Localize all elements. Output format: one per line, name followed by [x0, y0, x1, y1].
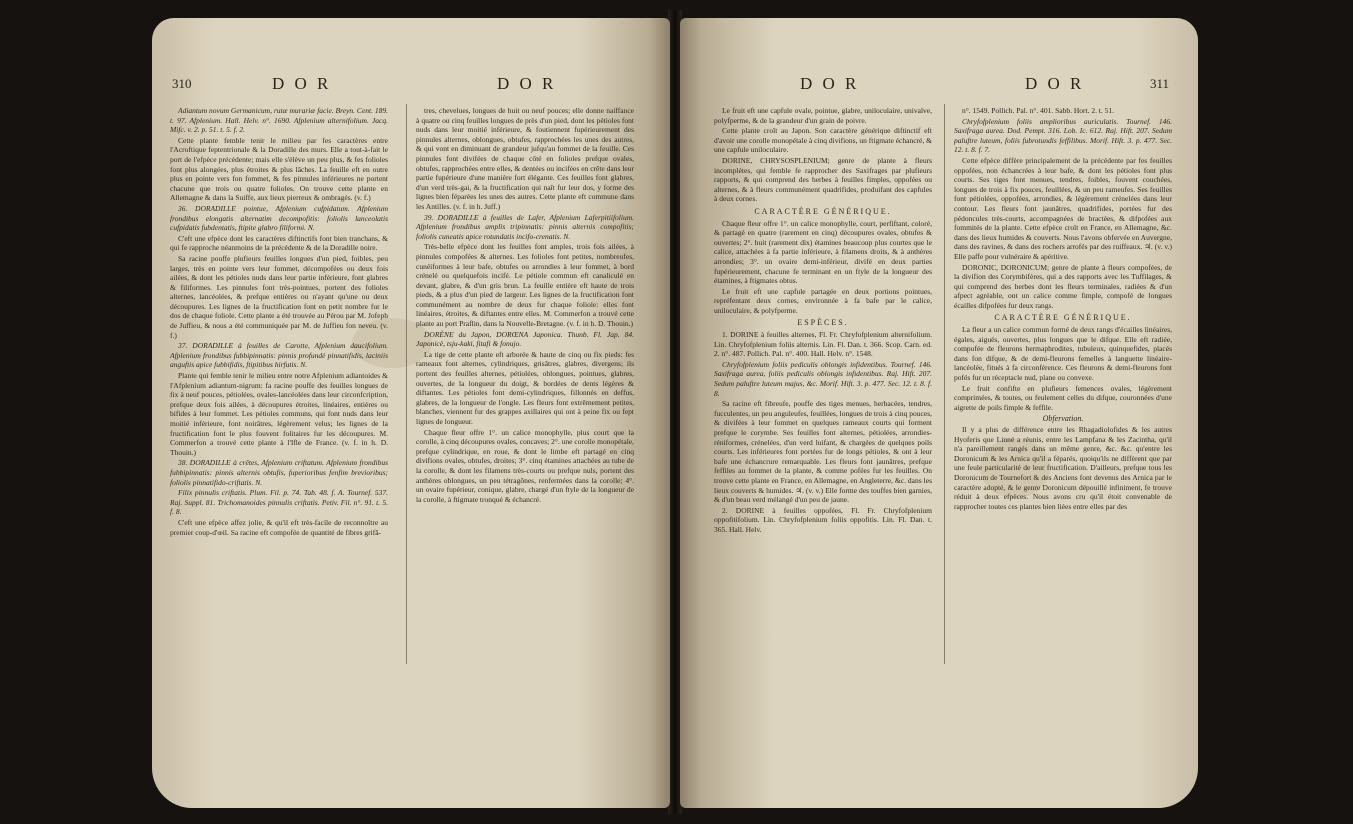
paragraph: Très-belle efpèce dont les feuilles font amples, trois fois ailées, à pinnules compofées & alternes. Les folioles font petites, nombreufes, cunéiformes à leur bafe, obtufes ou arrondies à leur fommet, à bord crénelé ou quelquefois incifé. Le pétiole commun eft canaliculé en devant, glabre, & d'un gris brun. La feuille entière eft haute de trois pieds, & a plus d'un pied de largeur. Les lignes de la fructification font communément au nombre de deux fur chaque foliole: elles font linéaires, étroites, & diftantes entre elles. M. Commerfon a trouvé cette plante au port Praflin, dans la Nouvelle-Bretagne. (v. f. in h. D. Thouin.)	[416, 242, 634, 329]
paragraph: DORONIC, DORONICUM; genre de plante à fleurs compofées, de la divifion des Corymbifères, qui a des rapports avec les Tuffilages, & qui comprend des herbes dont les fleurs terminales, radiées & d'un afpect agréable, ont un calice comme fimple, compofé de longues écailles difpofées fur deux rangs.	[954, 262, 1172, 310]
paragraph: tres, chevelues, longues de huit ou neuf pouces; elle donne naiffance à quatre ou cinq feuilles longues de près d'un pied, dont les pétioles font nuds dans leur moitié inférieure, & foutiennent fupérieurement des pinnules alternes, oblongues, obtufes, rapprochées les unes des autres, & qui vont en diminuant de grandeur jufqu'au fommet de la feuille. Ces pinnules font divifées de chaque côté en folioles prefque ovales, obtufes, rapprochées entre elles, & dentées ou incifées en crête dans leur partie fupérieure d'une manière fort élégante. Ces feuilles font glabres, d'un verd très-gai, & la fructification qui naît fur leur dos, y forme des lignes bien féparées les unes des autres. Cette plante eft commune dans les Antilles. (v. f. in h. Juff.)	[416, 106, 634, 211]
paragraph: Sa racine eft fibreufe, pouffe des tiges menues, herbacées, tendres, fucculentes, un peu anguleufes, feuillées, longues de trois à cinq pouces, & divifées à leur fommet en quelques rameaux courts qui forment prefque le corymbe. Ses feuilles font alternes, pétiolées, arrondies-réniformes, crénelées, d'un verd luifant, & chargées de quelques poils courts. Les inférieures font portées fur de longs pétioles, & ont à leur bafe une échancrure remarquable. Les fleurs font jaunâtres, prefque feffiles au fommet de la plante, & comme pofées fur les feuilles. On trouve cette plante en France, en Allemagne, en Angleterre, &c. dans les lieux couverts & humides. ♃. (v. v.) Elle forme des touffes bien garnies, & d'un beau verd mélangé d'un peu de jaune.	[714, 399, 932, 505]
paragraph: Chaque fleur offre 1°. un calice monophylle, plus court que la corolle, à cinq découpures ovales, concaves; 2°. une corolle monopétale, prefque cylindrique, en roue, & dont le limbe eft partagé en cinq divifions ovales, obtufes, droites; 3°. cinq étamines attachées au tube de la corolle, & dont les filamens très-courts ou prefque nuls, portent des anthères oblongues, un peu tétragônes, renfermées dans la corolle; 4°. un ovaire fupérieur, conique, glabre, chargé d'un ftyle de la longueur de la corolle, à ftigmate tronqué & échancré.	[416, 427, 634, 504]
paragraph: DORÈNE du Japon, DORŒNA Japonica. Thunb. Fl. Jap. 84. Japonicè, tsju-kaki, fitafi & fonujo.	[416, 329, 634, 349]
right-page-header-left: D O R	[800, 74, 860, 93]
paragraph: La tige de cette plante eft arborée & haute de cinq ou fix pieds: fes rameaux font alternes, cylindriques, grisâtres, glabres, divergens; ils portent des feuilles alternes, pétiolées, oblongues, pointues, glabres, ouvertes, de la longueur du doigt, & bordées de dents légères & diftantes. Les pétioles font demi-cylindriques, fillonnés en deffus, glabres, de la longueur de l'ongle. Les fleurs font extrêmement petites, blanches, viennent fur des grappes axillaires qui ont à peine fix ou fept lignes de longueur.	[416, 349, 634, 426]
paragraph: C'eft une efpèce dont les caractères diftinctifs font bien tranchans, & qui fe rapproche néanmoins de la précédente & de la Doradille noire.	[170, 233, 388, 253]
paragraph: 36. DORADILLE pointue, Afplenium cufpidatum. Afplenium frondibus elongatis alternatim decompofitis: foliolis lanceolatis cufpidatis fubdentatis, ftipite glabro filiformi. N.	[170, 203, 388, 233]
paragraph: 2. DORINE à feuilles oppofées, Fl. Fr. Chryfofplenium oppofitifolium. Lin. Chryfofplenium foliis oppofitis. Lin. Fl. Dan. t. 365. Hall. Helv.	[714, 505, 932, 534]
right-page-header-right: D O R	[1025, 74, 1085, 93]
right-page-number: 311	[1150, 76, 1170, 91]
column-rule	[944, 104, 945, 664]
paragraph: 38. DORADILLE à crêtes, Afplenium criftatum. Afplenium frondibus fubbipinnatis: pinnis alternis obtufis, fuperioribus fenfim brevioribus; foliolis pinnatifido-criftatis. N.	[170, 458, 388, 487]
section-heading: CARACTÈRE GÉNÉRIQUE.	[994, 313, 1132, 323]
right-page	[680, 18, 1198, 808]
paragraph: 1. DORINE à feuilles alternes, Fl. Fr. Chryfofplenium alternifolium. Lin. Chryfofplenium foliis alternis. Lin. Fl. Dan. t. 366. Scop. Carn. ed. 2. n°. 487. Pollich. Pal. n°. 400. Hall. Helv. n°. 1548.	[714, 330, 932, 359]
column-rule	[406, 104, 407, 664]
paragraph: DORINE, CHRYSOSPLENIUM; genre de plante à fleurs incomplètes, qui femble fe rapprocher des Saxifrages par plufieurs rapports, & qui comprend des herbes à feuilles fimples, oppofées ou alternes, & à fleurs communément quadrifides, produifant des capfules à deux cornes.	[714, 155, 932, 204]
paragraph: Filix pinnulis criftatis. Plum. Fil. p. 74. Tab. 48. f. A. Tournef. 537. Raj. Suppl. 81. Trichomanoides pinnulis criftatis. Petiv. Fil. n°. 91. t. 5. f. 8.	[170, 488, 388, 517]
paragraph: Il y a plus de différence entre les Rhagadiolofides & les autres Hyoferis que Linné a réunis, entre les Lampfana & les Zacintha, qu'il n'a pareillement rangés dans un même genre, &c. &c. qu'entre les Doronicum & les Arnica qu'il a féparés, quoiqu'ils ne diffèrent que par une feule particularité de leur fructification. D'ailleurs, prefque tous les Doronicum de Tournefort & des Anciens font devenus des Arnica par le caractère adopté, & le genre Doronicum dépouillé infiniment, fe trouve réduit à deux efpèces. Nous avons cru qu'il étoit convenable de rapprocher toutes ces plantes bien liées entre elles par des	[954, 425, 1172, 511]
left-page-header-left: D O R	[272, 74, 332, 93]
paragraph: Adiantum novum Germanicum, rutæ murariæ facie. Breyn. Cent. 189. t. 97. Afplenium. Hall. Helv. n°. 1690. Afplenium alternifolium. Jacq. Mifc. v. 2. p. 51. t. 5. f. 2.	[170, 106, 388, 135]
left-page-column-1	[170, 106, 388, 538]
paragraph: Cette plante femble tenir le milieu par fes caractères entre l'Acroftique feptentrionale & la Doradille des murs. Elle a tout-à-fait le port de l'efpèce précédente; mais elle s'élève un peu plus, & fes folioles font plus alongées, plus étroites & plus lâches. La feuille eft en outre plus en pointe vers fon fommet, & fes pinnules inférieures ne portent chacune que trois ou quatre folioles. On trouve cette plante en Allemagne & dans la Suiffe, aux lieux pierreux & ombragés. (v. f.)	[170, 135, 388, 203]
left-page	[152, 18, 670, 808]
section-heading: CARACTÈRE GÉNÉRIQUE.	[754, 206, 892, 216]
section-heading: ESPÈCES.	[797, 318, 849, 328]
section-subheading: Obfervation.	[1042, 414, 1084, 424]
paragraph: 39. DORADILLE à feuilles de Lafer, Afplenium Laferpitiifolium. Afplenium frondibus amplis tripinnatis: pinnis alternis compofitis; foliolis cuneatis apice rotundatis incifo-crenatis. N.	[416, 212, 634, 241]
paragraph: Cette efpèce diffère principalement de la précédente par fes feuilles oppofées, non échancrées à leur bafe, & dont les pétioles font plus courts. Ses tiges font menues, tendres, foibles, fouvent couchées, longues de trois à fix pouces, feuillées, & un peu rameufes. Ses feuilles font pétiolées, oppofées, arrondies, & légèrement crénelées dans leur contour. Les fleurs font jaunâtres, quadrifides, portées fur des pédoncules très-courts, accompagnées de bractées, & difpofées aux fommités de la plante. Cette efpèce croît en France, en Allemagne, &c. dans des lieux humides & couverts. Nous l'avons obfervée en Auvergne, dans des ravines, & dans des rochers arrofés par des ruiffeaux. ♃. (v. v.) Elle paffe pour vulnéraire & apéritive.	[954, 155, 1172, 261]
paragraph: Plante qui femble tenir le milieu entre notre Afplenium adiantoides & l'Afplenium adiantum-nigrum: fa racine pouffe des feuilles longues de fix à neuf pouces, pétiolées, ovales-lancéolées dans leur circonfcription, prefque deux fois ailées, à découpures étroites, linéaires, entières ou bifides à leur fommet. Les pétioles communs, qui font nuds dans leur moitié inférieure, font noirâtres, légèrement velus; les lignes de la fructification font le plus fouvent folitaires fur les découpures. M. Commerfon a trouvé cette plante à l'Ifle de France. (v. f. in h. D. Thouin.)	[170, 371, 388, 457]
paragraph: Chaque fleur offre 1°. un calice monophylle, court, perfiftant, coloré, & partagé en quatre (rarement en cinq) découpures ovales, obtufes & ouvertes; 2°. huit (rarement dix) étamines beaucoup plus courtes que le calice, attachées à fa partie inférieure, à filamens droits, & à anthères arrondies; 3°. un ovaire demi-inférieur, divifé en deux parties fupérieurement, chacune fe terminant en un ftyle de la longueur des étamines, à ftigmates obtus.	[714, 218, 932, 286]
paragraph: Le fruit confifte en plufieurs femences ovales, légèrement comprimées, & toutes, ou feulement celles du difque, couronnées d'une aigrette de poils fimple & feffile.	[954, 383, 1172, 412]
paragraph: La fleur a un calice commun formé de deux rangs d'écailles linéaires, égales, aiguës, ouvertes, plus longues que le difque. Elle eft radiée, compofée de fleurons hermaphrodites, tubuleux, quinquefides, placés dans fon difque, & de demi-fleurons femelles à languette linéaire-lancéolée, fitués à fa circonférence. Ces fleurons & demi-fleurons font pofés fur un réceptacle nud, plane ou convexe.	[954, 325, 1172, 383]
left-page-number: 310	[172, 76, 192, 91]
paragraph: n°. 1549. Pollich. Pal. n°. 401. Sabb. Hort. 2. t. 51.	[962, 106, 1115, 115]
paragraph: 37. DORADILLE à feuilles de Carotte, Afplenium daucifolium. Afplenium frondibus fubbipinnatis: pinnis profundè pinnatifidis, laciniis anguftis apice fubbifidis, ftipitibus hirfutis. N.	[170, 341, 388, 370]
paragraph: Le fruit eft une capfule ovale, pointue, glabre, uniloculaire, univalve, polyfperme, & de la grandeur d'un grain de poivre.	[714, 106, 932, 125]
paragraph: Le fruit eft une capfule partagée en deux portions pointues, repréfentant deux cornes, environnée à fa bafe par le calice, uniloculaire, & polyfperme.	[714, 286, 932, 315]
left-page-header-right: D O R	[497, 74, 557, 93]
right-page-column-1	[714, 106, 932, 536]
left-page-column-2	[416, 106, 634, 505]
right-page-column-2	[954, 106, 1172, 512]
paragraph: Sa racine pouffe plufieurs feuilles longues d'un pied, foibles, peu larges, très en pointe vers leur fommet, décompofées ou deux fois ailées, & dont les pétioles nuds dans leur partie inférieure, font glabres & filiformes. Les pinnules font très-pointues, portent des folioles alternes, lancéolées, & prefque entières ou n'ayant qu'une ou deux découpures. Les lignes de la fructification font en petit nombre fur le dos de chaque foliole. Cette plante a été trouvée au Pérou par M. Jofeph de Juffieu, & nous a été communiquée par M. de Juffieu fon neveu. (v. f.)	[170, 253, 388, 340]
paragraph: C'eft une efpèce affez jolie, & qu'il eft très-facile de reconnoître au premier coup-d'œil. Sa racine eft compofée de quantité de fibres grifâ-	[170, 517, 388, 537]
paragraph: Chryfofplenium foliis pediculis oblongis infidentibus. Tournef. 146. Saxifraga aurea, foliis pediculis oblongis infidentibus. Raj. Hift. 207. Sedum paluftre luteum majus, &c. Morif. Hift. 3. p. 477. Sec. 12. t. 8. f. 8.	[714, 359, 932, 398]
paragraph: Chryfofplenium foliis amplioribus auriculatis. Tournef. 146. Saxifraga aurea. Dod. Pempt. 316. Lob. Ic. 612. Raj. Hift. 207. Sedum paluftre luteum, foliis fubrotundis feffilibus. Morif. Hift. 3. p. 477. Sec. 12. t. 8. f. 7.	[954, 116, 1172, 155]
paragraph: Cette plante croît au Japon. Son caractère générique diftinctif eft d'avoir une corolle monopétale à cinq divifions, un ftigmate échancré, & une capfule uniloculaire.	[714, 126, 932, 155]
